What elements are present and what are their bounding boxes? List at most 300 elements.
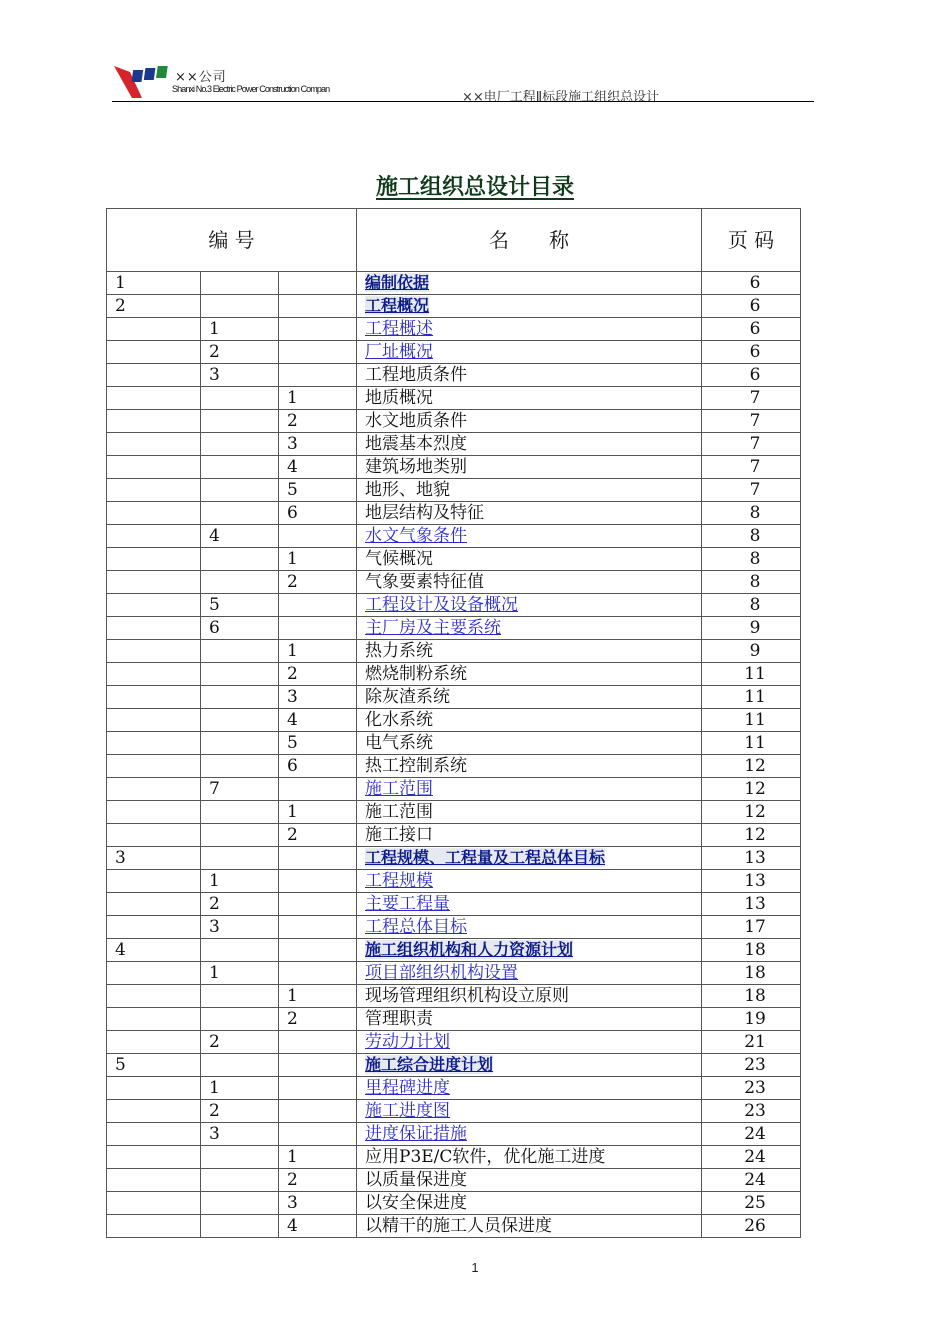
toc-row[interactable] xyxy=(107,1100,801,1123)
company-logo xyxy=(114,64,168,104)
page-ref: 23 xyxy=(702,1077,801,1100)
toc-row[interactable] xyxy=(107,663,801,686)
section-number: 5 xyxy=(279,479,357,502)
section-number: 3 xyxy=(107,847,201,870)
section-number: 2 xyxy=(201,1031,279,1054)
toc-row[interactable] xyxy=(107,778,801,801)
section-number xyxy=(279,1031,357,1054)
section-number xyxy=(279,272,357,295)
section-title: 以安全保进度 xyxy=(365,1193,468,1213)
section-number: 1 xyxy=(201,1077,279,1100)
section-number: 4 xyxy=(107,939,201,962)
section-name-cell xyxy=(357,1054,702,1077)
section-number xyxy=(201,985,279,1008)
page-ref: 12 xyxy=(702,801,801,824)
section-number: 4 xyxy=(279,1215,357,1238)
section-number xyxy=(107,502,201,525)
page-ref: 9 xyxy=(702,617,801,640)
section-number: 6 xyxy=(201,617,279,640)
toc-row[interactable] xyxy=(107,272,801,295)
page-ref: 12 xyxy=(702,755,801,778)
page-ref: 12 xyxy=(702,824,801,847)
section-name-cell xyxy=(357,1215,702,1238)
section-name-cell xyxy=(357,502,702,525)
section-number: 1 xyxy=(279,1146,357,1169)
toc-row[interactable] xyxy=(107,1146,801,1169)
page-ref: 23 xyxy=(702,1054,801,1077)
section-link[interactable]: 编制依据 xyxy=(365,273,430,292)
toc-row[interactable] xyxy=(107,479,801,502)
section-number xyxy=(201,732,279,755)
section-name-cell xyxy=(357,847,702,870)
section-number: 1 xyxy=(107,272,201,295)
page-ref: 11 xyxy=(702,732,801,755)
page-ref: 12 xyxy=(702,778,801,801)
section-title: 应用P3E/C软件，优化施工进度 xyxy=(365,1147,606,1167)
toc-row[interactable] xyxy=(107,525,801,548)
section-number: 1 xyxy=(201,962,279,985)
toc-row[interactable] xyxy=(107,387,801,410)
section-number xyxy=(279,893,357,916)
section-title: 地质概况 xyxy=(365,388,434,408)
section-number xyxy=(279,525,357,548)
section-number xyxy=(107,594,201,617)
toc-title: 施工组织总设计目录 xyxy=(375,175,574,200)
section-title: 施工接口 xyxy=(365,825,434,845)
section-number: 4 xyxy=(201,525,279,548)
column-header-page: 页 码 xyxy=(702,209,801,272)
page-ref: 6 xyxy=(702,364,801,387)
section-number xyxy=(201,640,279,663)
section-name-cell xyxy=(357,387,702,410)
section-number xyxy=(107,870,201,893)
page-ref: 7 xyxy=(702,387,801,410)
section-number xyxy=(201,387,279,410)
toc-row[interactable] xyxy=(107,732,801,755)
toc-row[interactable] xyxy=(107,893,801,916)
toc-row[interactable] xyxy=(107,939,801,962)
section-name-cell xyxy=(357,732,702,755)
section-link[interactable]: 里程碑进度 xyxy=(365,1078,451,1098)
section-number xyxy=(107,1008,201,1031)
page-ref: 13 xyxy=(702,870,801,893)
section-link[interactable]: 进度保证措施 xyxy=(365,1124,468,1144)
section-number xyxy=(279,617,357,640)
section-name-cell xyxy=(357,1192,702,1215)
toc-row[interactable] xyxy=(107,709,801,732)
section-name-cell xyxy=(357,916,702,939)
toc-row[interactable] xyxy=(107,870,801,893)
section-number xyxy=(201,663,279,686)
toc-row[interactable] xyxy=(107,1054,801,1077)
section-number: 1 xyxy=(279,387,357,410)
section-name-cell xyxy=(357,1123,702,1146)
section-number xyxy=(201,709,279,732)
section-number: 5 xyxy=(107,1054,201,1077)
section-title: 地形、地貌 xyxy=(365,480,451,500)
section-number xyxy=(107,1077,201,1100)
section-number xyxy=(107,1215,201,1238)
section-number xyxy=(107,617,201,640)
section-number xyxy=(201,1146,279,1169)
section-number xyxy=(107,663,201,686)
section-title: 电气系统 xyxy=(365,733,434,753)
toc-row[interactable] xyxy=(107,364,801,387)
section-number: 3 xyxy=(279,686,357,709)
section-number xyxy=(279,364,357,387)
company-name: ××公司 xyxy=(175,70,227,85)
section-name-cell xyxy=(357,709,702,732)
toc-row[interactable] xyxy=(107,1031,801,1054)
page-ref: 11 xyxy=(702,686,801,709)
toc-row[interactable] xyxy=(107,1215,801,1238)
section-number xyxy=(201,824,279,847)
section-number xyxy=(201,939,279,962)
section-number xyxy=(201,801,279,824)
section-number xyxy=(107,548,201,571)
section-number xyxy=(107,916,201,939)
section-name-cell xyxy=(357,364,702,387)
page-ref: 8 xyxy=(702,525,801,548)
section-number xyxy=(279,916,357,939)
page-ref: 18 xyxy=(702,962,801,985)
column-header-name: 名 称 xyxy=(357,209,702,272)
section-number: 4 xyxy=(279,709,357,732)
section-link[interactable]: 工程概述 xyxy=(365,319,434,339)
section-name-cell xyxy=(357,594,702,617)
section-number xyxy=(201,479,279,502)
section-number: 1 xyxy=(279,801,357,824)
section-title: 地层结构及特征 xyxy=(365,503,485,523)
section-number xyxy=(107,525,201,548)
section-name-cell xyxy=(357,686,702,709)
section-number xyxy=(201,272,279,295)
page-ref: 23 xyxy=(702,1100,801,1123)
section-name-cell xyxy=(357,433,702,456)
page-ref: 13 xyxy=(702,847,801,870)
page-ref: 21 xyxy=(702,1031,801,1054)
section-number: 2 xyxy=(279,663,357,686)
section-number xyxy=(107,1169,201,1192)
section-name-cell xyxy=(357,525,702,548)
section-number xyxy=(107,1192,201,1215)
toc-row[interactable] xyxy=(107,433,801,456)
section-name-cell xyxy=(357,479,702,502)
section-number xyxy=(107,755,201,778)
section-title: 热力系统 xyxy=(365,641,434,661)
section-number xyxy=(201,295,279,318)
section-number xyxy=(107,1146,201,1169)
section-number xyxy=(201,847,279,870)
section-name-cell xyxy=(357,272,702,295)
section-number xyxy=(201,1192,279,1215)
section-title: 除灰渣系统 xyxy=(365,687,451,707)
section-number: 3 xyxy=(279,433,357,456)
section-number xyxy=(107,456,201,479)
page-ref: 19 xyxy=(702,1008,801,1031)
section-title: 气象要素特征值 xyxy=(365,572,485,592)
section-number: 7 xyxy=(201,778,279,801)
section-link[interactable]: 施工组织机构和人力资源计划 xyxy=(365,940,574,959)
document-title: ××电厂工程Ⅱ标段施工组织总设计 xyxy=(462,90,660,105)
section-number: 2 xyxy=(279,1008,357,1031)
section-link[interactable]: 施工综合进度计划 xyxy=(365,1055,494,1074)
toc-row[interactable] xyxy=(107,456,801,479)
company-name-english: Shanxi No.3 Electric Power Construction Compan xyxy=(172,84,330,94)
toc-row[interactable] xyxy=(107,502,801,525)
section-name-cell xyxy=(357,663,702,686)
toc-row[interactable] xyxy=(107,640,801,663)
section-number xyxy=(279,318,357,341)
section-number: 1 xyxy=(201,870,279,893)
section-number xyxy=(201,433,279,456)
section-number xyxy=(107,1100,201,1123)
page-number: 1 xyxy=(471,1260,479,1275)
section-number xyxy=(107,1123,201,1146)
section-number xyxy=(107,433,201,456)
toc-row[interactable] xyxy=(107,686,801,709)
section-number: 3 xyxy=(279,1192,357,1215)
section-number xyxy=(201,686,279,709)
page-ref: 24 xyxy=(702,1123,801,1146)
section-name-cell xyxy=(357,778,702,801)
section-number: 3 xyxy=(201,1123,279,1146)
toc-row[interactable] xyxy=(107,824,801,847)
section-title: 建筑场地类别 xyxy=(365,457,468,477)
section-number xyxy=(107,686,201,709)
section-name-cell xyxy=(357,962,702,985)
header-divider xyxy=(112,101,814,102)
section-number: 2 xyxy=(201,1100,279,1123)
section-link[interactable]: 工程规模 xyxy=(365,871,434,891)
section-name-cell xyxy=(357,1169,702,1192)
section-link[interactable]: 施工进度图 xyxy=(365,1101,451,1121)
toc-header-row xyxy=(107,209,801,272)
toc-row[interactable] xyxy=(107,985,801,1008)
section-name-cell xyxy=(357,870,702,893)
section-name-cell xyxy=(357,571,702,594)
section-number: 2 xyxy=(279,824,357,847)
section-number xyxy=(107,709,201,732)
section-number: 2 xyxy=(279,410,357,433)
section-number: 2 xyxy=(279,571,357,594)
section-link[interactable]: 项目部组织机构设置 xyxy=(365,963,519,983)
section-number: 4 xyxy=(279,456,357,479)
section-link[interactable]: 工程概况 xyxy=(365,296,430,315)
page-ref: 7 xyxy=(702,433,801,456)
section-title: 热工控制系统 xyxy=(365,756,468,776)
section-number xyxy=(107,732,201,755)
section-link[interactable]: 工程总体目标 xyxy=(365,917,468,937)
section-title: 现场管理组织机构设立原则 xyxy=(365,986,570,1006)
section-number xyxy=(107,387,201,410)
section-number xyxy=(201,1169,279,1192)
section-link[interactable]: 水文气象条件 xyxy=(365,526,468,546)
toc-row[interactable] xyxy=(107,1077,801,1100)
section-title: 以质量保进度 xyxy=(365,1170,468,1190)
section-number xyxy=(201,502,279,525)
page-ref: 6 xyxy=(702,318,801,341)
section-number xyxy=(107,571,201,594)
toc-row[interactable] xyxy=(107,318,801,341)
section-number xyxy=(107,778,201,801)
section-title: 工程地质条件 xyxy=(365,365,468,385)
section-name-cell xyxy=(357,410,702,433)
section-number xyxy=(279,1123,357,1146)
toc-row[interactable] xyxy=(107,1123,801,1146)
toc-row[interactable] xyxy=(107,916,801,939)
section-title: 水文地质条件 xyxy=(365,411,468,431)
section-number xyxy=(201,456,279,479)
page-ref: 8 xyxy=(702,571,801,594)
page-ref: 26 xyxy=(702,1215,801,1238)
section-number xyxy=(107,410,201,433)
section-number: 3 xyxy=(201,916,279,939)
toc-row[interactable] xyxy=(107,1008,801,1031)
page-ref: 24 xyxy=(702,1146,801,1169)
section-number: 6 xyxy=(279,502,357,525)
section-number: 2 xyxy=(279,1169,357,1192)
section-number xyxy=(107,962,201,985)
section-number xyxy=(107,985,201,1008)
toc-row[interactable] xyxy=(107,847,801,870)
toc-row[interactable] xyxy=(107,962,801,985)
section-name-cell xyxy=(357,985,702,1008)
section-title: 化水系统 xyxy=(365,710,434,730)
section-number: 1 xyxy=(279,985,357,1008)
section-link[interactable]: 厂址概况 xyxy=(365,342,434,362)
section-title: 施工范围 xyxy=(365,802,434,822)
section-title: 管理职责 xyxy=(365,1009,434,1029)
section-name-cell xyxy=(357,1008,702,1031)
page-ref: 11 xyxy=(702,709,801,732)
page-ref: 6 xyxy=(702,341,801,364)
section-link[interactable]: 工程设计及设备概况 xyxy=(365,595,519,615)
page-ref: 8 xyxy=(702,548,801,571)
section-name-cell xyxy=(357,893,702,916)
section-name-cell xyxy=(357,939,702,962)
section-title: 地震基本烈度 xyxy=(365,434,468,454)
section-number xyxy=(279,939,357,962)
section-number xyxy=(279,1100,357,1123)
page-ref: 8 xyxy=(702,502,801,525)
section-number xyxy=(279,341,357,364)
section-name-cell xyxy=(357,801,702,824)
section-number xyxy=(201,571,279,594)
page-ref: 18 xyxy=(702,939,801,962)
section-name-cell xyxy=(357,318,702,341)
section-number xyxy=(107,824,201,847)
section-link[interactable]: 主厂房及主要系统 xyxy=(365,618,502,638)
toc-row[interactable] xyxy=(107,548,801,571)
section-name-cell xyxy=(357,1100,702,1123)
section-number xyxy=(107,801,201,824)
section-number xyxy=(107,640,201,663)
section-number xyxy=(107,893,201,916)
section-name-cell xyxy=(357,617,702,640)
section-number xyxy=(107,479,201,502)
section-number: 2 xyxy=(201,893,279,916)
section-number: 5 xyxy=(279,732,357,755)
section-link[interactable]: 施工范围 xyxy=(365,779,434,799)
toc-row[interactable] xyxy=(107,1192,801,1215)
page-ref: 7 xyxy=(702,410,801,433)
section-number xyxy=(201,1054,279,1077)
section-link[interactable]: 工程规模、工程量及工程总体目标 xyxy=(365,848,606,867)
section-name-cell xyxy=(357,755,702,778)
section-name-cell xyxy=(357,1146,702,1169)
section-number xyxy=(201,410,279,433)
section-title: 燃烧制粉系统 xyxy=(365,664,468,684)
toc-row[interactable] xyxy=(107,295,801,318)
section-number xyxy=(107,318,201,341)
section-link[interactable]: 劳动力计划 xyxy=(365,1032,451,1052)
toc-row[interactable] xyxy=(107,1169,801,1192)
section-number xyxy=(279,295,357,318)
section-title: 以精干的施工人员保进度 xyxy=(365,1216,553,1236)
section-number xyxy=(107,364,201,387)
section-number: 1 xyxy=(279,548,357,571)
page-ref: 25 xyxy=(702,1192,801,1215)
toc-body xyxy=(107,272,801,1238)
toc-row[interactable] xyxy=(107,617,801,640)
section-number: 2 xyxy=(201,341,279,364)
section-name-cell xyxy=(357,548,702,571)
toc-row[interactable] xyxy=(107,755,801,778)
section-name-cell xyxy=(357,640,702,663)
section-number: 6 xyxy=(279,755,357,778)
section-number xyxy=(279,1054,357,1077)
section-name-cell xyxy=(357,1031,702,1054)
page-ref: 6 xyxy=(702,272,801,295)
section-title: 气候概况 xyxy=(365,549,434,569)
section-name-cell xyxy=(357,456,702,479)
section-number xyxy=(279,870,357,893)
column-header-number: 编 号 xyxy=(107,209,357,272)
page-ref: 7 xyxy=(702,479,801,502)
section-number xyxy=(201,755,279,778)
toc-row[interactable] xyxy=(107,410,801,433)
section-number xyxy=(201,1008,279,1031)
page-ref: 6 xyxy=(702,295,801,318)
section-number xyxy=(201,1215,279,1238)
section-name-cell xyxy=(357,1077,702,1100)
page-ref: 7 xyxy=(702,456,801,479)
page-ref: 17 xyxy=(702,916,801,939)
section-number xyxy=(201,548,279,571)
section-number: 1 xyxy=(279,640,357,663)
section-number xyxy=(279,962,357,985)
page-ref: 11 xyxy=(702,663,801,686)
section-number xyxy=(279,847,357,870)
section-number: 3 xyxy=(201,364,279,387)
toc-row[interactable] xyxy=(107,341,801,364)
section-link[interactable]: 主要工程量 xyxy=(365,894,451,914)
toc-table xyxy=(106,208,801,1238)
section-number xyxy=(279,1077,357,1100)
page-ref: 8 xyxy=(702,594,801,617)
section-number xyxy=(279,778,357,801)
toc-row[interactable] xyxy=(107,801,801,824)
section-number: 2 xyxy=(107,295,201,318)
page-ref: 18 xyxy=(702,985,801,1008)
section-name-cell xyxy=(357,341,702,364)
section-number: 1 xyxy=(201,318,279,341)
toc-row[interactable] xyxy=(107,571,801,594)
section-number xyxy=(107,1031,201,1054)
section-number xyxy=(107,341,201,364)
toc-row[interactable] xyxy=(107,594,801,617)
